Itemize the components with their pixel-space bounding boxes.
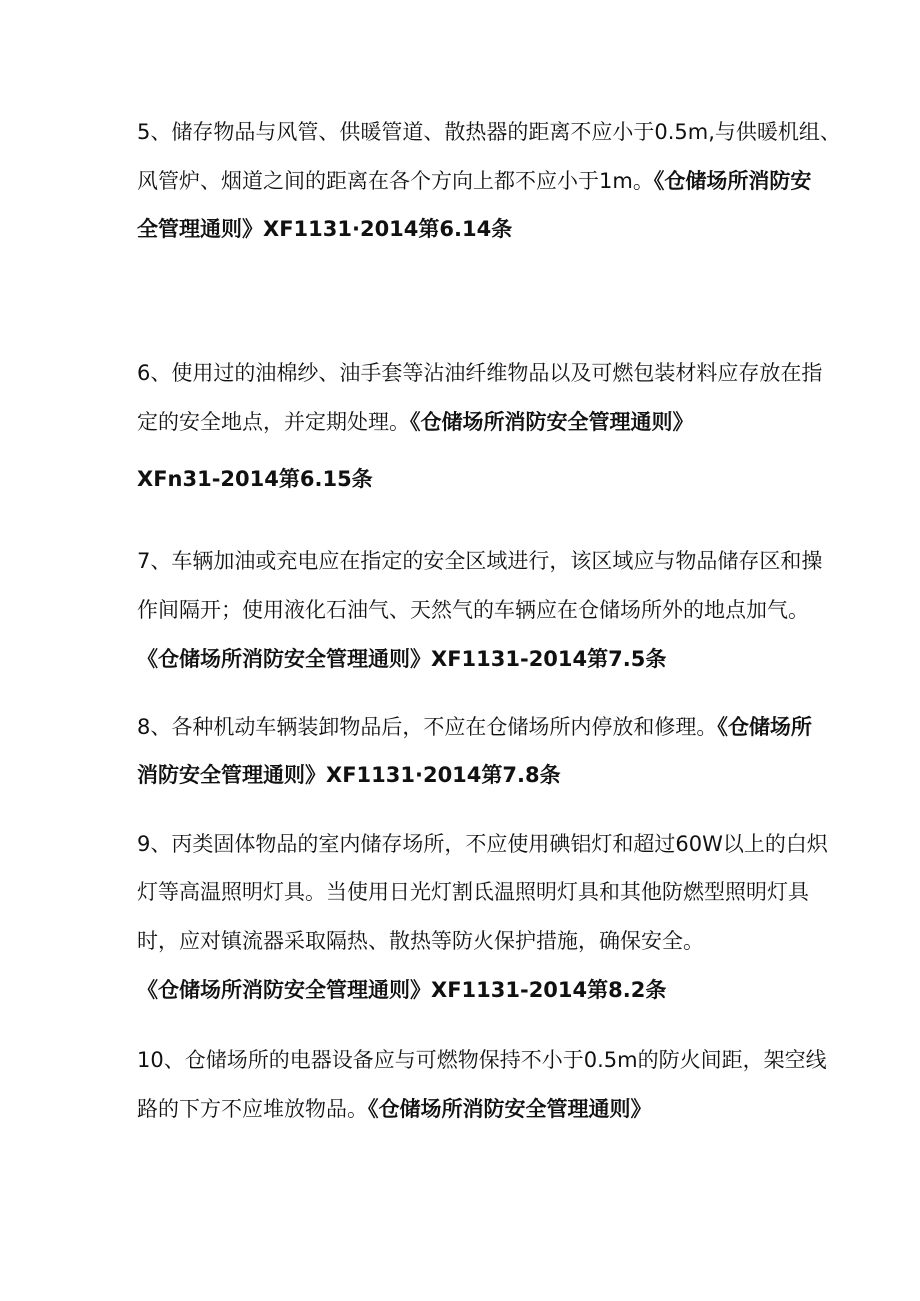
item-5-line-2 [137,166,812,196]
item-6-line-2-citation: 《仓储场所消防安全管理通则》 [410,410,694,434]
item-7-line-2-text: 作间隔开；使用液化石油气、天然气的车辆应在仓储场所外的地点加气。 [137,598,809,622]
item-6-line-2-text: 定的安全地点，并定期处理。 [137,410,410,434]
item-9-line-1-text: 9、丙类固体物品的室内储存场所，不应使用碘铝灯和超过60W以上的白炽 [137,832,828,856]
item-9-line-4-citation: 《仓储场所消防安全管理通则》XF1131-2014第8.2条 [137,978,667,1002]
item-5-line-3-citation: 全管理通则》XF1131·2014第6.14条 [137,217,513,241]
item-10-line-1 [137,1045,827,1075]
item-8-line-2 [137,760,797,790]
item-5-line-2-citation: 《仓储场所消防安 [653,169,812,193]
item-5-line-3 [137,214,797,244]
item-9-line-2 [137,877,809,907]
item-9-line-4 [137,975,797,1005]
item-9-line-1 [137,829,828,859]
item-9-line-2-text: 灯等高温照明灯具。当使用日光灯割氐温照明灯具和其他防燃型照明灯具 [137,880,809,904]
item-9-line-3-text: 时，应对镇流器采取隔热、散热等防火保护措施，确保安全。 [137,929,704,953]
item-10-line-2-text: 路的下方不应堆放物品。 [137,1097,368,1121]
item-6-line-3 [137,464,797,494]
item-6-line-2 [137,407,797,437]
item-10-line-2-citation: 《仓储场所消防安全管理通则》 [368,1097,652,1121]
item-8-line-1 [137,712,812,742]
item-7-line-3 [137,644,797,674]
item-6-line-3-citation: XFn31-2014第6.15条 [137,467,373,491]
item-7-line-1-text: 7、车辆加油或充电应在指定的安全区域进行，该区域应与物品储存区和操 [137,549,823,573]
item-8-line-2-citation: 消防安全管理通则》XF1131·2014第7.8条 [137,763,561,787]
item-5-line-1 [137,117,841,147]
item-6-line-1-text: 6、使用过的油棉纱、油手套等沾油纤维物品以及可燃包装材料应存放在指 [137,361,823,385]
item-8-line-1-text: 8、各种机动车辆装卸物品后，不应在仓储场所内停放和修理。 [137,715,718,739]
item-7-line-2 [137,595,809,625]
item-6-line-1 [137,358,823,388]
item-7-line-1 [137,546,823,576]
item-7-line-3-citation: 《仓储场所消防安全管理通则》XF1131-2014第7.5条 [137,647,667,671]
item-8-line-1-citation: 《仓储场所 [717,715,812,739]
item-10-line-2 [137,1094,797,1124]
item-5-line-1-text: 5、储存物品与风管、供暖管道、散热器的距离不应小于0.5m,与供暖机组、 [137,120,841,144]
item-9-line-3 [137,926,797,956]
item-5-line-2-text: 风管炉、烟道之间的距离在各个方向上都不应小于1m。 [137,169,654,193]
item-10-line-1-text: 10、仓储场所的电器设备应与可燃物保持不小于0.5m的防火间距，架空线 [137,1048,827,1072]
